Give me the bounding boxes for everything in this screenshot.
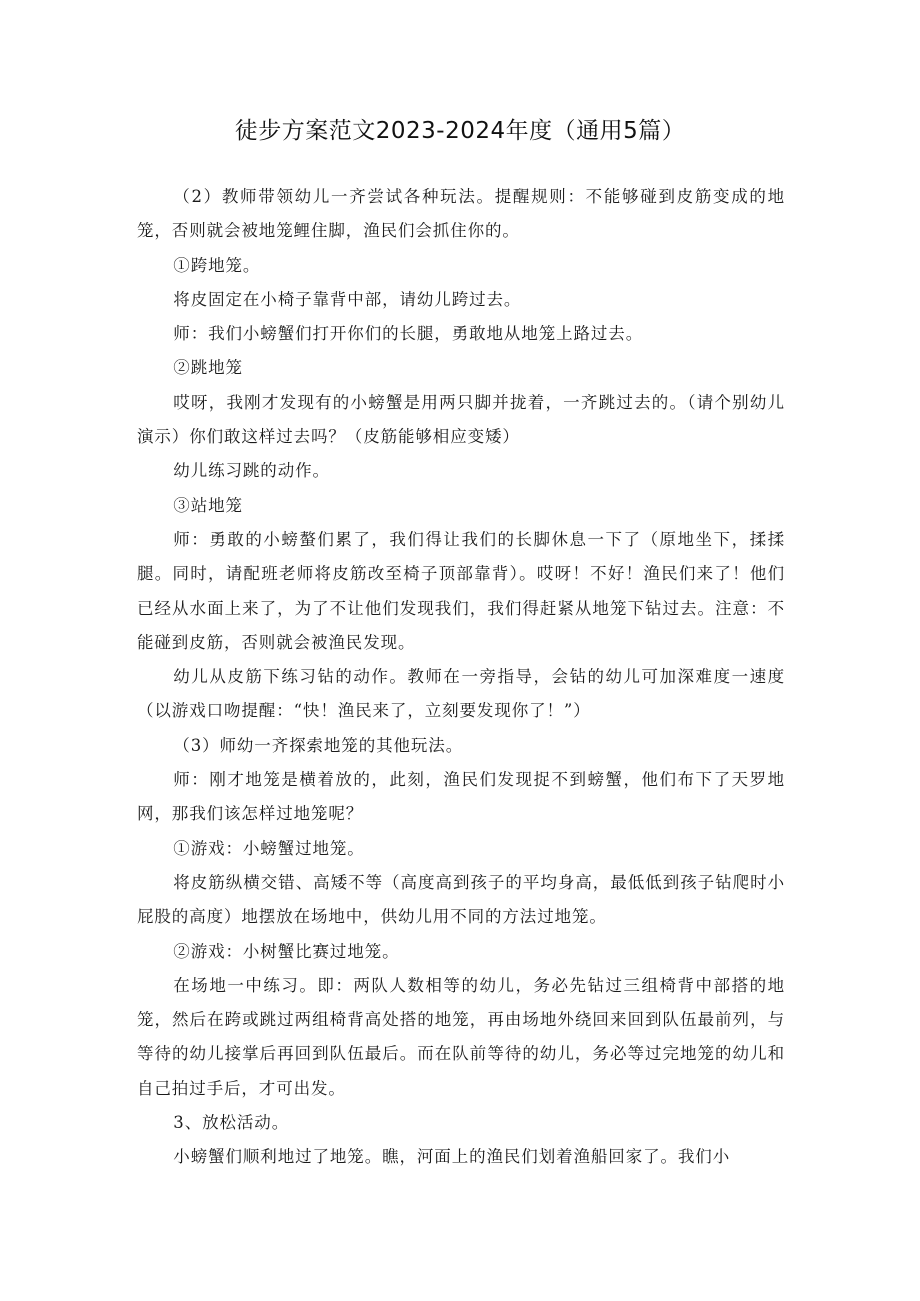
paragraph: 师：勇敢的小螃螯们累了，我们得让我们的长脚休息一下了（原地坐下，揉揉腿。同时，请配班老师将皮筋改至椅子顶部靠背）。哎呀！不好！渔民们来了！他们已经从水面上来了，为了不让他们发现我们，我们得赶紧从地笼下钻过去。注意：不能碰到皮筋，否则就会被渔民发现。 bbox=[137, 529, 785, 652]
paragraph: 幼儿从皮筋下练习钻的动作。教师在一旁指导，会钻的幼儿可加深难度一速度（以游戏口吻提醒：“快！渔民来了，立刻要发现你了！”） bbox=[137, 667, 785, 721]
paragraph: ①跨地笼。 bbox=[173, 255, 261, 275]
paragraph: （2）教师带领幼儿一齐尝试各种玩法。提醒规则：不能够碰到皮筋变成的地笼，否则就会被地笼鲤住脚，渔民们会抓住你的。 bbox=[137, 187, 785, 241]
paragraph: 将皮固定在小椅子靠背中部，请幼儿跨过去。 bbox=[173, 289, 522, 309]
paragraph: 师：刚才地笼是横着放的，此刻，渔民们发现捉不到螃蟹，他们布下了天罗地网，那我们该怎样过地笼呢？ bbox=[137, 770, 785, 824]
document-title: 徒步方案范文2023-2024年度（通用5篇） bbox=[234, 118, 686, 144]
paragraph: 在场地一中练习。即：两队人数相等的幼儿，务必先钻过三组椅背中部搭的地笼，然后在跨或跳过两组椅背高处搭的地笼，再由场地外绕回来回到队伍最前列，与等待的幼儿接掌后再回到队伍最后。而在队前等待的幼儿，务必等过完地笼的幼儿和自己拍过手后，才可出发。 bbox=[137, 975, 785, 1098]
paragraph: 师：我们小螃蟹们打开你们的长腿，勇敢地从地笼上路过去。 bbox=[173, 324, 644, 344]
paragraph: ①游戏：小螃蟹过地笼。 bbox=[173, 838, 365, 858]
paragraph: 3、放松活动。 bbox=[173, 1113, 290, 1133]
paragraph: 将皮筋纵横交错、高矮不等（高度高到孩子的平均身高，最低低到孩子钻爬时小屁股的高度）地摆放在场地中，供幼儿用不同的方法过地笼。 bbox=[137, 872, 785, 927]
paragraph: 小螃蟹们顺利地过了地笼。瞧，河面上的渔民们划着渔船回家了。我们小 bbox=[173, 1147, 731, 1167]
paragraph: ②跳地笼 bbox=[173, 358, 243, 378]
document-body bbox=[137, 180, 785, 1175]
paragraph: （3）师幼一齐探索地笼的其他玩法。 bbox=[173, 735, 464, 755]
paragraph: ③站地笼 bbox=[173, 495, 243, 515]
paragraph: 哎呀，我刚才发现有的小螃蟹是用两只脚并拢着，一齐跳过去的。（请个别幼儿演示）你们敢这样过去吗？（皮筋能够相应变矮） bbox=[137, 392, 785, 447]
paragraph: 幼儿练习跳的动作。 bbox=[173, 461, 330, 481]
paragraph: ②游戏：小树蟹比赛过地笼。 bbox=[173, 941, 400, 961]
